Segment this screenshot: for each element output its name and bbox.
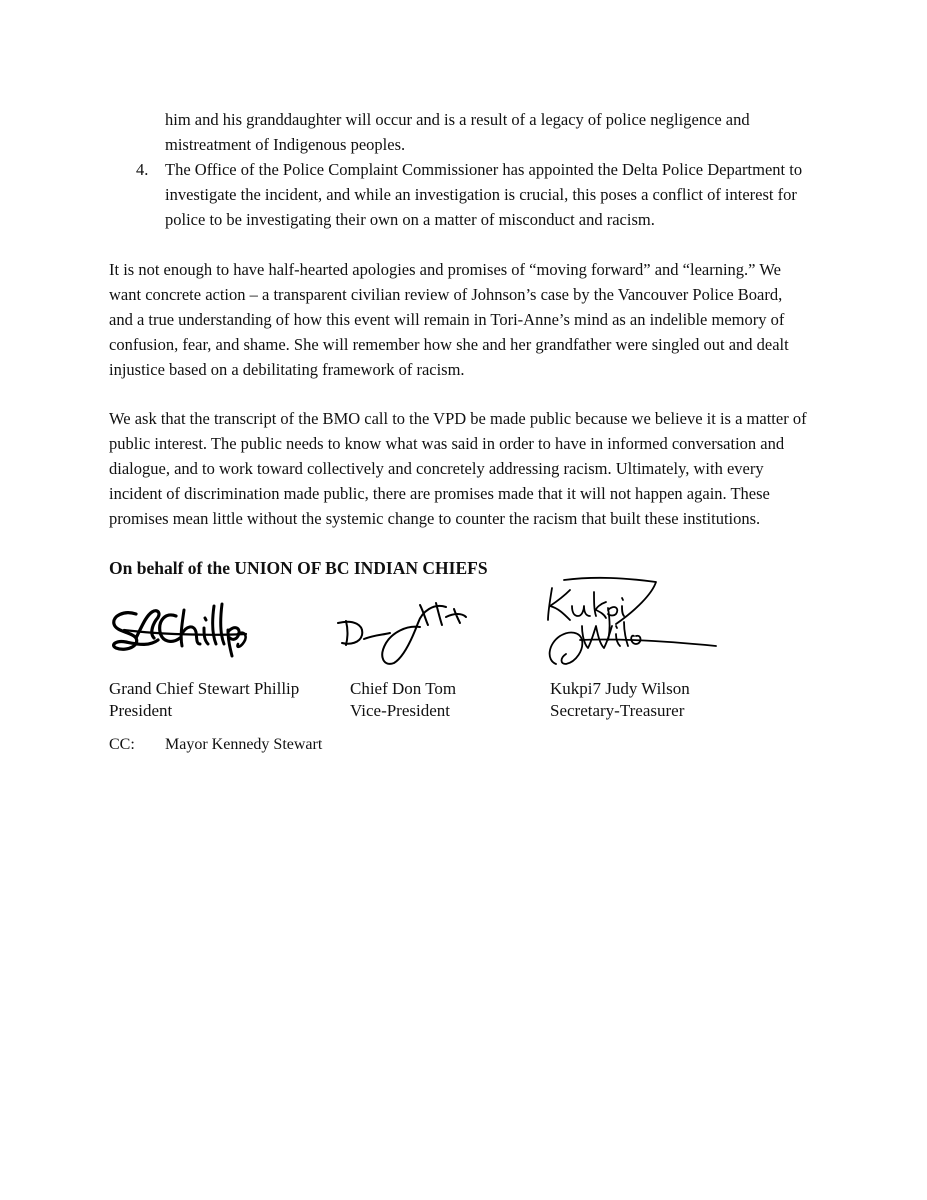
signature-don-tom [334, 595, 484, 670]
paragraph-1-line-5: injustice based on a debilitating framework of racism. [109, 360, 465, 379]
cc-recipient: Mayor Kennedy Stewart [165, 736, 323, 753]
paragraph-2-line-1: We ask that the transcript of the BMO call to the VPD be made public because we believe it is a matter of [109, 409, 807, 428]
cc-label: CC: [109, 736, 135, 753]
list-continuation-line-2: mistreatment of Indigenous peoples. [165, 135, 406, 154]
signatory-2-name: Chief Don Tom [350, 679, 457, 698]
paragraph-2-line-2: public interest. The public needs to know what was said in order to have in informed conversation and [109, 434, 785, 453]
paragraph-2-line-5: promises mean little without the systemic change to counter the racism that built these institutions. [109, 509, 761, 528]
signatory-3-title: Secretary-Treasurer [550, 701, 685, 720]
signatory-1-name: Grand Chief Stewart Phillip [109, 679, 300, 698]
paragraph-1-line-4: confusion, fear, and shame. She will remember how she and her grandfather were singled out and dealt [109, 335, 789, 354]
signatory-2-title: Vice-President [350, 701, 450, 720]
list-item-4-line-2: investigate the incident, and while an investigation is crucial, this poses a conflict of interest for [165, 185, 797, 204]
signatory-1-title: President [109, 701, 173, 720]
list-item-4-number: 4. [136, 160, 149, 179]
signature-stewart-phillip [106, 590, 256, 665]
paragraph-1-line-1: It is not enough to have half-hearted apologies and promises of “moving forward” and “learning.” We [109, 260, 781, 279]
list-item-4-line-3: police to be investigating their own on a matter of misconduct and racism. [165, 210, 655, 229]
paragraph-1-line-2: want concrete action – a transparent civilian review of Johnson’s case by the Vancouver Police Board, [109, 285, 783, 304]
paragraph-1-line-3: and a true understanding of how this event will remain in Tori-Anne’s mind as an indelible memory of [109, 310, 785, 329]
list-item-4-line-1: The Office of the Police Complaint Commissioner has appointed the Delta Police Department to [165, 160, 803, 179]
list-continuation-line-1: him and his granddaughter will occur and is a result of a legacy of police negligence and [165, 110, 750, 129]
signatory-3-name: Kukpi7 Judy Wilson [550, 679, 690, 698]
paragraph-2-line-4: incident of discrimination made public, there are promises made that it will not happen again. These [109, 484, 770, 503]
closing-heading: On behalf of the UNION OF BC INDIAN CHIEFS [109, 558, 488, 578]
paragraph-2-line-3: dialogue, and to work toward collectively and concretely addressing racism. Ultimately, with every [109, 459, 764, 478]
signature-judy-wilson [536, 574, 721, 674]
